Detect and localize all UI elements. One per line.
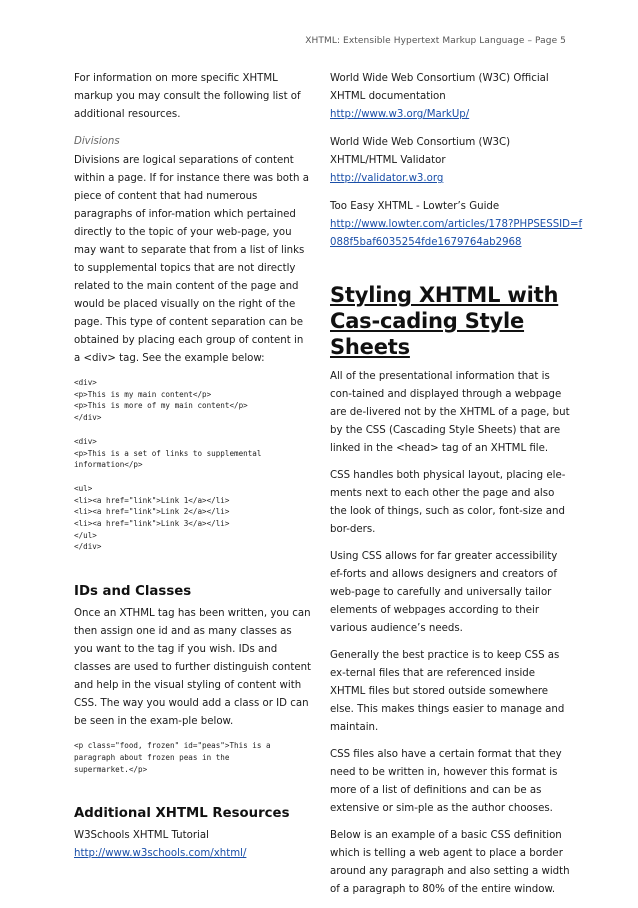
- ids-classes-heading: IDs and Classes: [74, 584, 192, 600]
- css-paragraph-3: Using CSS allows for far greater accessibility ef-forts and allows designers and creators of web-page to carefully and universally tailor elements of webpages according to their various audience’s needs.: [330, 551, 558, 634]
- lowter-link-line1[interactable]: http://www.lowter.com/articles/178?PHPSESSID=f: [330, 219, 583, 230]
- code-example-class-id: <p class="food, frozen" id="peas">This is a paragraph about frozen peas in the supermarket.</p>: [74, 741, 271, 774]
- intro-paragraph: For information on more specific XHTML markup you may consult the following list of additional resources.: [74, 73, 301, 120]
- resource-w3schools-title: W3Schools XHTML Tutorial: [74, 830, 209, 842]
- css-paragraph-6: Below is an example of a basic CSS definition which is telling a web agent to place a border around any paragraph and also setting a width of a paragraph to 80% of the entire window.: [330, 830, 570, 895]
- lowter-link-line2[interactable]: 088f5baf6035254fde1679764ab2968: [330, 237, 522, 248]
- ids-classes-paragraph: Once an XTHML tag has been written, you can then assign one id and as many classes as you want to the tag if you wish. IDs and classes are used to further distinguish content and help in the visual styling of content with CSS. The way you would add a class or ID can be seen in the exam-ple below.: [74, 608, 312, 728]
- resource-w3c-validator-title: World Wide Web Consortium (W3C) XHTML/HTML Validator: [330, 137, 511, 166]
- code-example-list: <ul> <li><a href="link">Link 1</a></li> <li><a href="link">Link 2</a></li> <li><a href="link">Link 3</a></li> </ul> </div>: [74, 483, 230, 552]
- resource-w3schools: [74, 827, 312, 863]
- resource-w3c-validator: [330, 134, 570, 188]
- resource-w3c-docs: [330, 70, 570, 124]
- css-paragraph-5: CSS files also have a certain format that they need to be written in, however this format is more of a list of definitions and can be as extensive or sim-ple as the author chooses.: [330, 749, 562, 814]
- css-paragraph-4: Generally the best practice is to keep CSS as ex-ternal files that are referenced inside XHTML files but stored outside somewhere else. This makes things easier to manage and maintain.: [330, 650, 565, 733]
- divisions-heading: Divisions: [74, 136, 120, 147]
- code-example-div-main: <div> <p>This is my main content</p> <p>This is more of my main content</p> </div>: [74, 378, 248, 423]
- css-section-heading: Styling XHTML with Cas-cading Style Sheets: [330, 283, 559, 359]
- w3schools-link[interactable]: http://www.w3schools.com/xhtml/: [74, 848, 247, 860]
- additional-resources-heading: Additional XHTML Resources: [74, 806, 290, 822]
- resource-lowter-title: Too Easy XHTML - Lowter’s Guide: [330, 201, 500, 212]
- css-paragraph-1: All of the presentational information that is con-tained and displayed through a webpage are de-livered not by the XHTML of a page, but by the CSS (Cascading Style Sheets) that are linked in the <head> tag of an XHTML file.: [330, 371, 570, 454]
- left-column: [74, 70, 312, 873]
- right-column: [330, 70, 583, 908]
- css-paragraph-2: CSS handles both physical layout, placing ele-ments next to each other the page and also the look of things, such as color, font-size and bor-ders.: [330, 470, 566, 535]
- page-header: XHTML: Extensible Hypertext Markup Language – Page 5: [305, 36, 566, 46]
- w3c-validator-link[interactable]: http://validator.w3.org: [330, 173, 444, 184]
- code-example-div-links: <div> <p>This is a set of links to supplemental information</p>: [74, 436, 262, 470]
- divisions-paragraph: Divisions are logical separations of content within a page. If for instance there was both a piece of content that had numerous paragraphs of infor-mation which pertained directly to the topic of your web-page, you may want to separate that from a list of links to supplemental topics that are not directly related to the main content of the page and would be placed visually on the right of the page. This type of content separation can be obtained by placing each group of content in a <div> tag. See the example below:: [74, 155, 309, 364]
- w3c-markup-link[interactable]: http://www.w3.org/MarkUp/: [330, 109, 470, 120]
- resource-lowter: [330, 198, 583, 252]
- resource-w3c-docs-title: World Wide Web Consortium (W3C) Official XHTML documentation: [330, 73, 549, 102]
